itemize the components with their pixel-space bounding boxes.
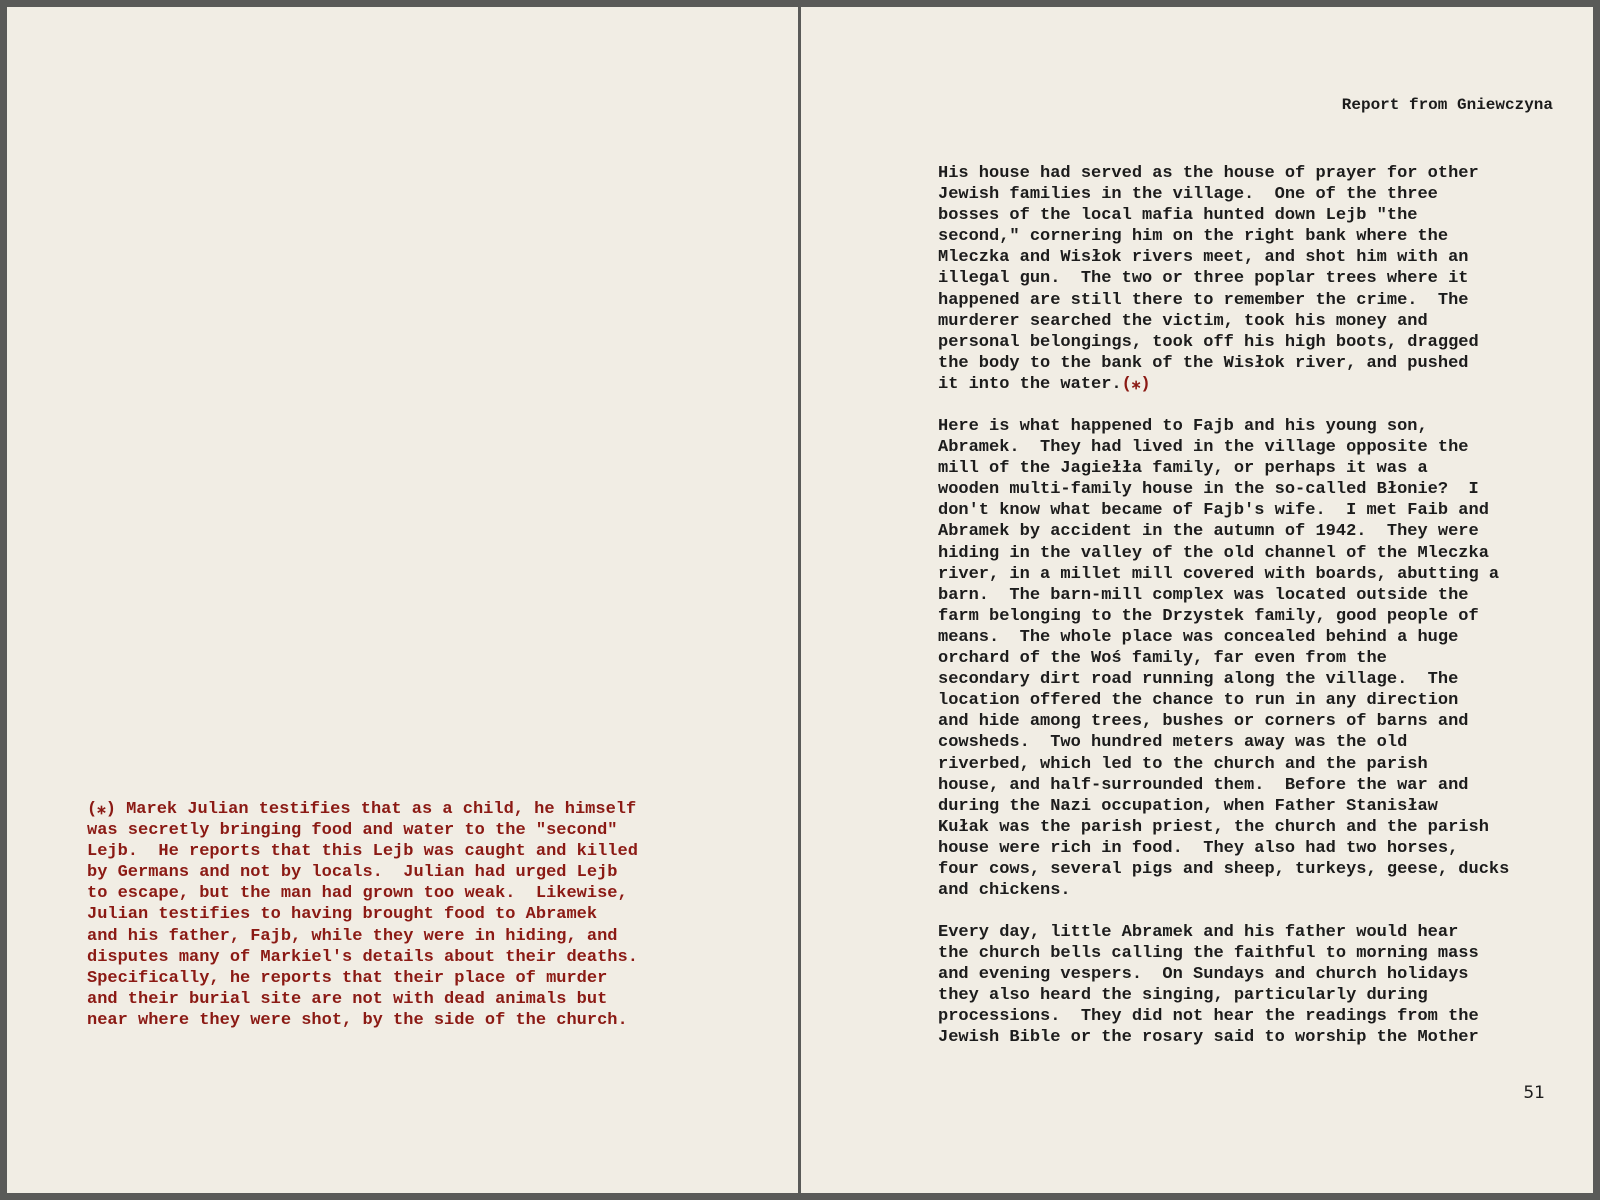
paragraph-1: [938, 163, 1479, 395]
paragraph-2: Here is what happened to Fajb and his young son, Abramek. They had lived in the village opposite the mill of the Jagiełła family, or perhaps it was a wooden multi-family house in the so-called Błonie? I don't know what became of Fajb's wife. I met Faib and Abramek by accident in the autumn of 1942. They were hiding in the valley of the old channel of the Mleczka river, in a millet mill covered with boards, abutting a barn. The barn-mill complex was located outside the farm belonging to the Drzystek family, good people of means. The whole place was concealed behind a huge orchard of the Woś family, far even from the secondary dirt road running along the village. The location offered the chance to run in any direction and hide among trees, bushes or corners of barns and cowsheds. Two hundred meters away was the old riverbed, which led to the church and the parish house, and half-surrounded them. Before the war and during the Nazi occupation, when Father Stanisław Kułak was the parish priest, the church and the parish house were rich in food. They also had two horses, four cows, several pigs and sheep, turkeys, geese, ducks and chickens.: [938, 417, 1510, 901]
paragraph-1-last-line: it into the water.: [938, 374, 1122, 394]
footnote-marker[interactable]: (⁎): [1121, 374, 1151, 394]
paragraph-1-text: His house had served as the house of prayer for other Jewish families in the village. One of the three bosses of the local mafia hunted down Lejb "the second," cornering him on the right bank where the Mleczka and Wisłok rivers meet, and shot him with an illegal gun. The two or three poplar trees where it happened are still there to remember the crime. The murderer searched the victim, took his money and personal belongings, took off his high boots, dragged the body to the bank of the Wisłok river, and pushed: [938, 164, 1479, 373]
paragraph-3: Every day, little Abramek and his father would hear the church bells calling the faithful to morning mass and evening vespers. On Sundays and church holidays they also heard the singing, particularly during processions. They did not hear the readings from the Jewish Bible or the rosary said to worship the Mother: [938, 923, 1479, 1048]
page-number: 51: [1523, 1083, 1545, 1103]
footnote: (⁎) Marek Julian testifies that as a child, he himself was secretly bringing food and water to the "second" Lejb. He reports that this Lejb was caught and killed by Germans and not by locals. Julian had urged Lejb to escape, but the man had grown too weak. Likewise, Julian testifies to having brought food to Abramek and his father, Fajb, while they were in hiding, and disputes many of Markiel's details about their deaths. Specifically, he reports that their place of murder and their burial site are not with dead animals but near where they were shot, by the side of the church.: [87, 800, 638, 1030]
running-head: Report from Gniewczyna: [1341, 96, 1553, 114]
right-page: [801, 7, 1593, 1193]
left-page: [7, 7, 798, 1193]
